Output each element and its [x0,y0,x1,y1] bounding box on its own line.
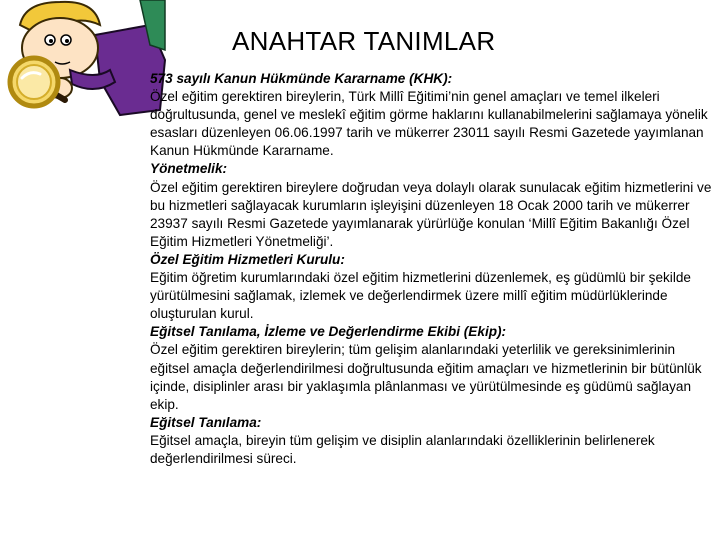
definition-text: Eğitsel amaçla, bireyin tüm gelişim ve disiplin alanlarındaki özelliklerinin belirlenerek değerlendirilmesi süreci. [150,432,655,466]
page-title: ANAHTAR TANIMLAR [232,26,496,56]
definition-term: Özel Eğitim Hizmetleri Kurulu: [150,251,345,267]
definition-text: Eğitim öğretim kurumlarındaki özel eğitim hizmetlerini düzenlemek, eş güdümlü bir şekilde yürütülmesini sağlamak, izlemek ve değerlendirmek üzere millî eğitim müdürlüklerinde oluşturulan kurul. [150,270,691,322]
definition-term: 573 sayılı Kanun Hükmünde Kararname (KHK): [150,71,453,86]
definition-text: Özel eğitim gerektiren bireylere doğrudan veya dolaylı olarak sunulacak eğitim hizmetlerini ve bu hizmetleri sağlayacak kurumların işleyişini düzenleyen 18 Ocak 2000 tarih ve mükerrer 23937 sayılı Resmi Gazetede yayımlanarak yürürlüğe konulan ‘Millî Eğitim Bakanlığı Özel Eğitim Hizmetleri Yönetmeliği’. [150,179,712,249]
definition-text: Özel eğitim gerektiren bireylerin; tüm gelişim alanlarındaki yeterlilik ve gereksinimlerinin eğitsel amaçla değerlendirilmesi doğrultusunda eğitim amaçları ve hizmetlerinin bir bütünlük içinde, disiplinler arası bir yaklaşımla plânlanması ve yürütülmesinde eş güdümü sağlayan ekip. [150,342,702,412]
definition-term: Eğitsel Tanılama, İzleme ve Değerlendirme Ekibi (Ekip): [150,324,507,340]
definition-text: Özel eğitim gerektiren bireylerin, Türk Millî Eğitimi’nin genel amaçları ve temel ilkeleri doğrultusunda, genel ve meslekî eğitim görme haklarını kullanabilmelerini sağlamaya yönelik esasları düzenleyen 06.06.1997 tarih ve mükerrer 23011 sayılı Resmi Gazetede yayımlanan Kanun Hükmünde Kararname. [150,89,708,159]
definitions-list [150,70,716,468]
definition-term: Eğitsel Tanılama: [150,414,262,430]
cartoon-person-with-magnifying-glass-icon [0,0,170,120]
definition-term: Yönetmelik: [150,161,228,177]
